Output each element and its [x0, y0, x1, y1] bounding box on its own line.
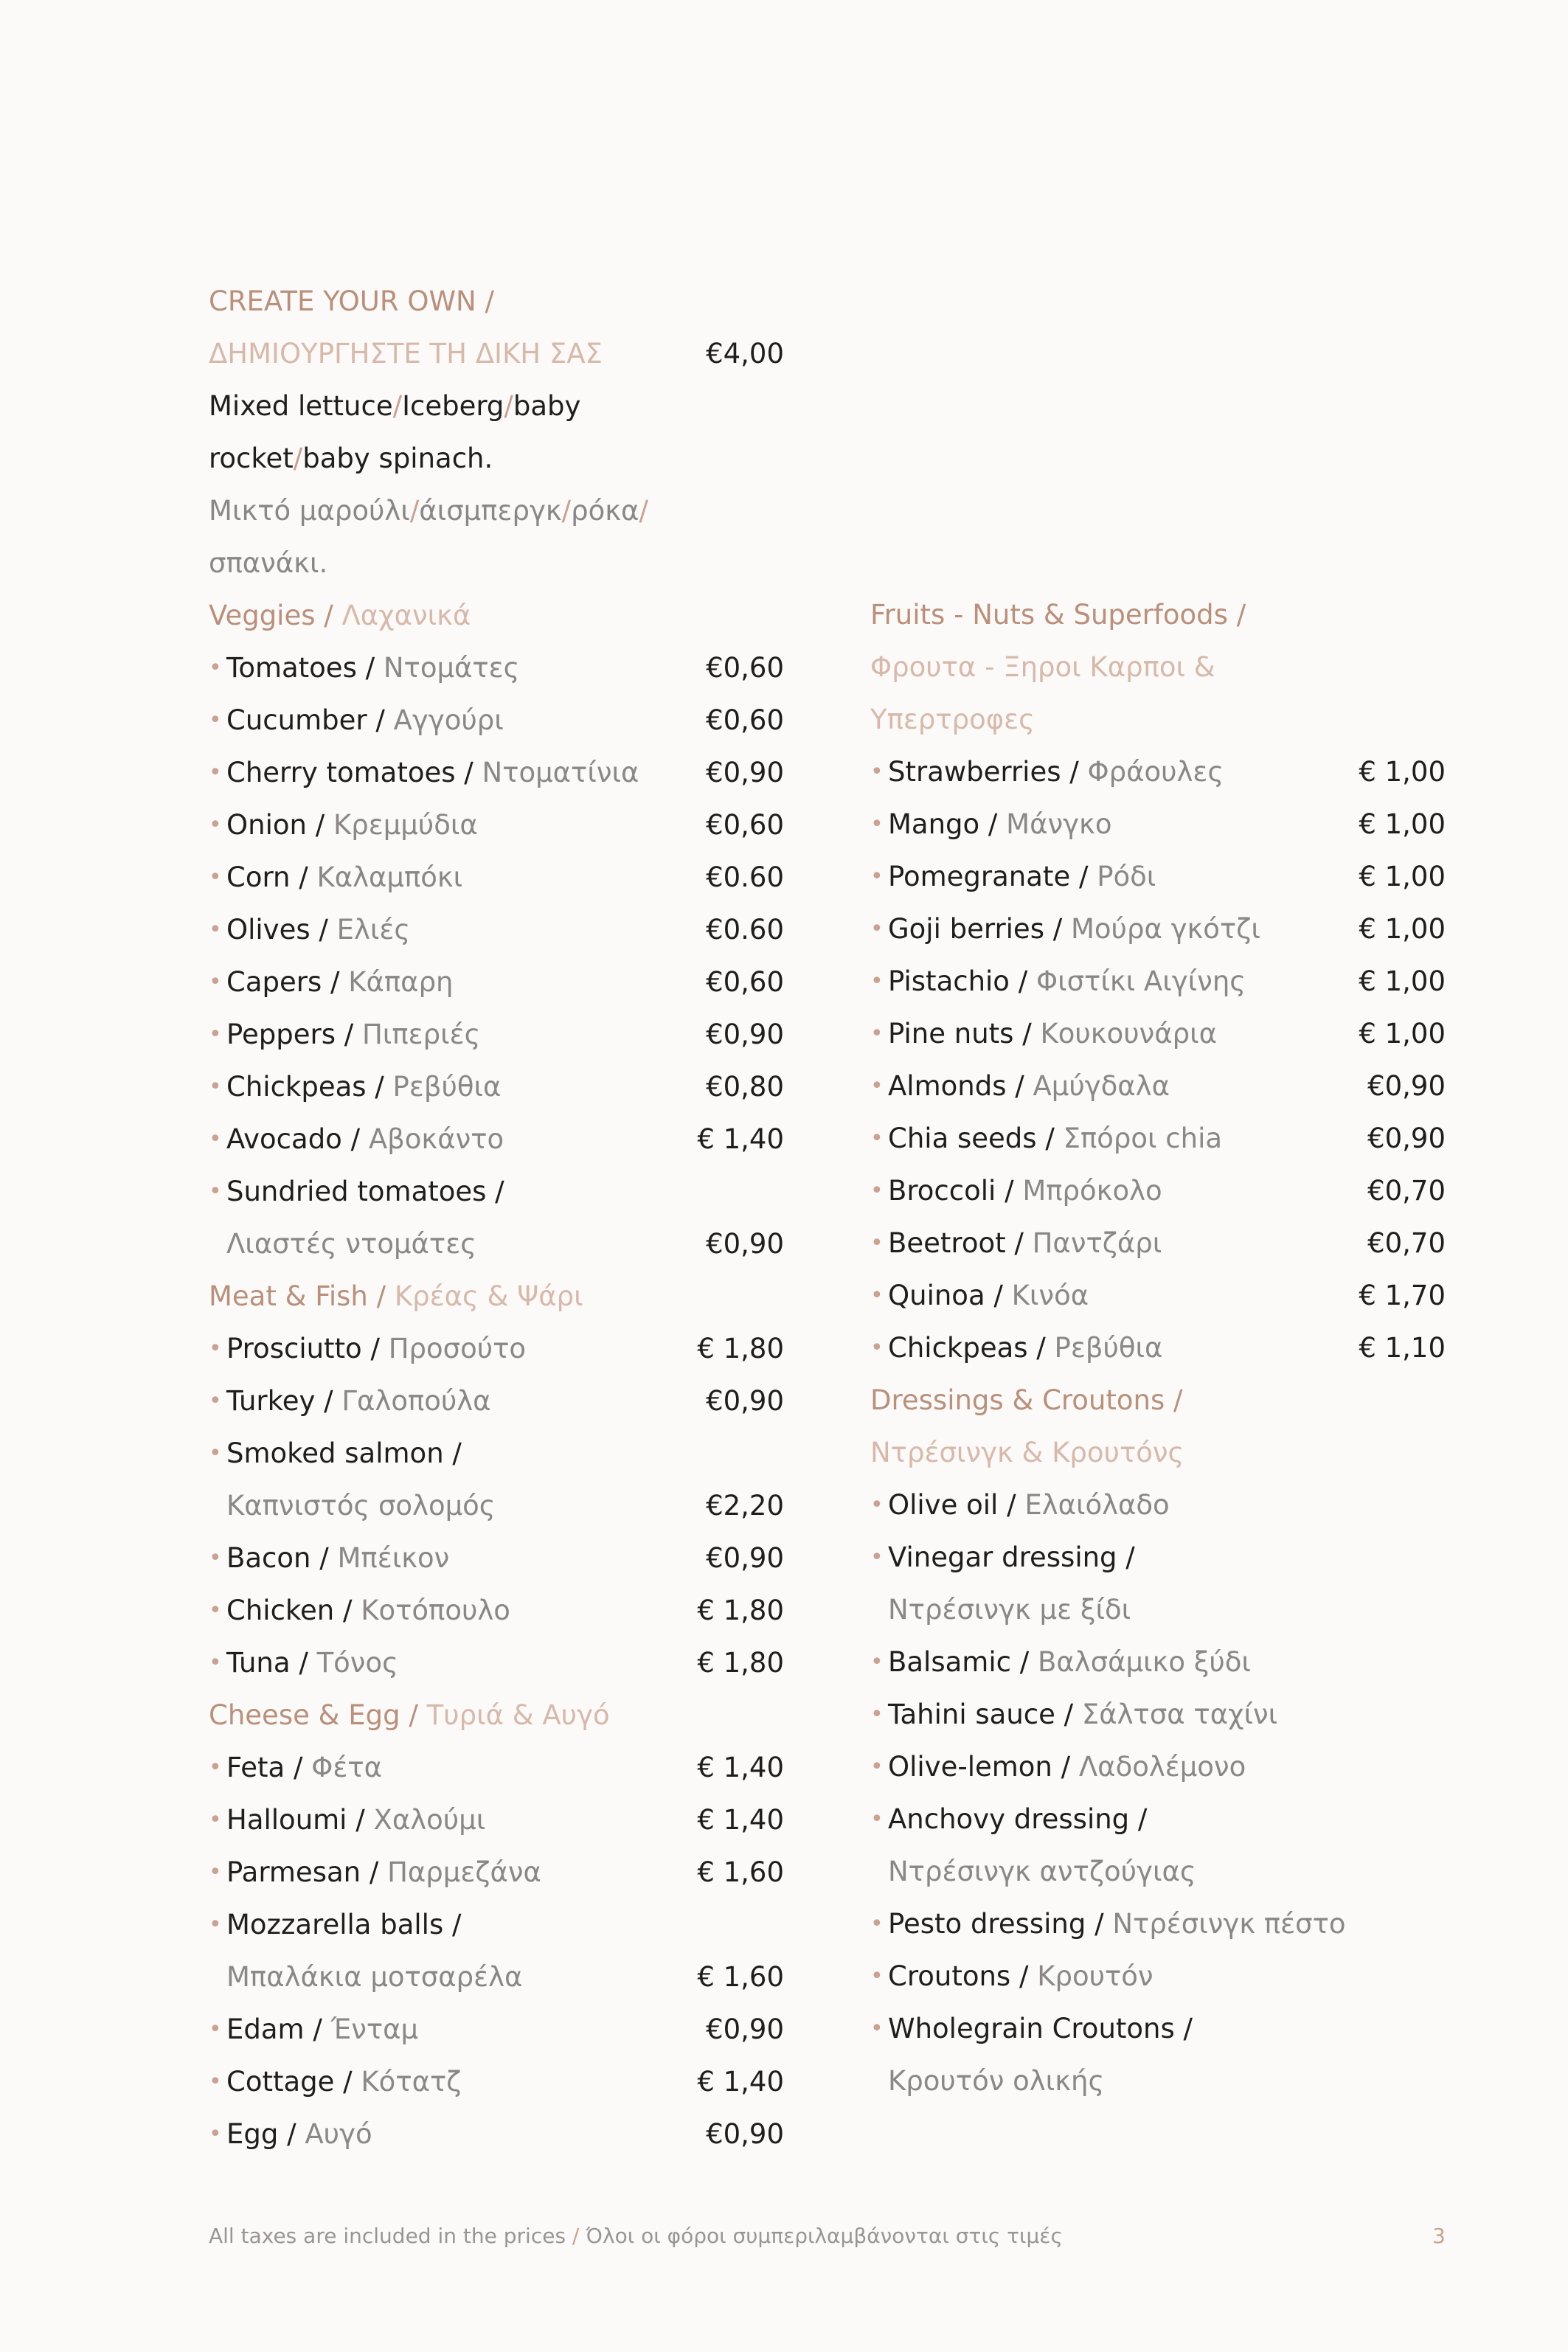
list-item: • Quinoa / Κινόα € 1,70	[870, 1269, 1446, 1322]
list-item: • Onion / Κρεμμύδια €0,60	[209, 799, 784, 851]
bullet-icon: •	[209, 969, 222, 995]
list-item: • Prosciutto / Προσούτο € 1,80	[209, 1322, 784, 1375]
bullet-icon: •	[209, 1074, 222, 1100]
list-item: • Edam / Ένταμ €0,90	[209, 2003, 784, 2056]
list-item-continuation: Μπαλάκια μοτσαρέλα € 1,60	[226, 1961, 784, 1993]
list-item: • Anchovy dressing /	[870, 1793, 1446, 1845]
bullet-icon: •	[870, 916, 884, 942]
list-item: • Almonds / Αμύγδαλα €0,90	[870, 1060, 1446, 1112]
meat-list	[209, 1532, 784, 1689]
bullet-icon: •	[209, 812, 222, 838]
list-item: • Croutons / Κρουτόν	[870, 1950, 1446, 2002]
create-title-line2: ΔΗΜΙΟΥΡΓΗΣΤΕ ΤΗ ΔΙΚΗ ΣΑΣ €4,00	[209, 327, 784, 380]
bullet-icon: •	[209, 1440, 222, 1466]
list-item: • Olive-lemon / Λαδολέμονο	[870, 1741, 1446, 1793]
bullet-icon: •	[870, 1073, 884, 1099]
list-item: • Strawberries / Φράουλες € 1,00	[870, 746, 1446, 798]
bullet-icon: •	[870, 1021, 884, 1047]
bullet-icon: •	[870, 1544, 884, 1570]
bullet-icon: •	[209, 1912, 222, 1938]
footer: All taxes are included in the prices / Όλοι οι φόροι συμπεριλαμβάνονται στις τιμές 3	[209, 2224, 1446, 2248]
list-item: • Egg / Αυγό €0,90	[209, 2108, 784, 2160]
list-item: • Mozzarella balls /	[209, 1898, 784, 1951]
bullet-icon: •	[870, 1963, 884, 1989]
bullet-icon: •	[209, 1859, 222, 1885]
cheese-title: Cheese & Egg / Τυριά & Αυγό	[209, 1699, 610, 1731]
list-item: • Tomatoes / Ντομάτες €0,60	[209, 642, 784, 694]
list-item: • Vinegar dressing /	[870, 1531, 1446, 1583]
bullet-icon: •	[209, 2016, 222, 2042]
list-item: • Feta / Φέτα € 1,40	[209, 1741, 784, 1794]
bullet-icon: •	[209, 1598, 222, 1623]
list-item: • Olive oil / Ελαιόλαδο	[870, 1479, 1446, 1531]
list-item: • Goji berries / Μούρα γκότζι € 1,00	[870, 903, 1446, 955]
right-column	[870, 589, 1446, 2107]
bullet-icon: •	[870, 968, 884, 994]
list-item: • Halloumi / Χαλούμι € 1,40	[209, 1794, 784, 1846]
list-item: • Pomegranate / Ρόδι € 1,00	[870, 850, 1446, 903]
create-desc-gr-2: σπανάκι.	[209, 547, 328, 579]
list-item: • Pistachio / Φιστίκι Αιγίνης € 1,00	[870, 955, 1446, 1007]
bullet-icon: •	[209, 864, 222, 890]
bullet-icon: •	[209, 1755, 222, 1780]
list-item: • Bacon / Μπέικον €0,90	[209, 1532, 784, 1584]
create-desc-en-2: rocket/baby spinach.	[209, 443, 493, 474]
list-item: • Balsamic / Βαλσάμικο ξύδι	[870, 1636, 1446, 1688]
bullet-icon: •	[870, 1125, 884, 1151]
bullet-icon: •	[209, 655, 222, 681]
bullet-icon: •	[870, 1806, 884, 1832]
list-item: • Chickpeas / Ρεβύθια € 1,10	[870, 1322, 1446, 1374]
list-item: • Chia seeds / Σπόροι chia €0,90	[870, 1112, 1446, 1165]
list-item-continuation: Κρουτόν ολικής	[888, 2065, 1105, 2097]
bullet-icon: •	[870, 2016, 884, 2041]
list-item: • Broccoli / Μπρόκολο €0,70	[870, 1165, 1446, 1217]
list-item: • Capers / Κάπαρη €0,60	[209, 956, 784, 1008]
bullet-icon: •	[209, 2121, 222, 2147]
bullet-icon: •	[209, 917, 222, 943]
bullet-icon: •	[870, 1230, 884, 1256]
veggies-list	[209, 642, 784, 1165]
list-item: • Turkey / Γαλοπούλα €0,90	[209, 1375, 784, 1427]
bullet-icon: •	[870, 1178, 884, 1204]
list-item: • Tahini sauce / Σάλτσα ταχίνι	[870, 1688, 1446, 1741]
list-item-continuation: Ντρέσινγκ αντζούγιας	[888, 1856, 1196, 1887]
page-number: 3	[1432, 2224, 1446, 2248]
fruits-title-line2: Φρουτα - Ξηροι Καρποι &	[870, 651, 1215, 683]
bullet-icon: •	[209, 1336, 222, 1361]
bullet-icon: •	[870, 811, 884, 837]
meat-title: Meat & Fish / Κρέας & Ψάρι	[209, 1280, 583, 1312]
list-item: • Parmesan / Παρμεζάνα € 1,60	[209, 1846, 784, 1898]
create-title-line1: CREATE YOUR OWN /	[209, 285, 494, 317]
list-item-continuation: Ντρέσινγκ με ξίδι	[888, 1594, 1131, 1626]
dressings-title-line1: Dressings & Croutons /	[870, 1384, 1183, 1416]
bullet-icon: •	[870, 1911, 884, 1937]
list-item: • Pesto dressing / Ντρέσινγκ πέστο	[870, 1898, 1446, 1950]
cheese-list	[209, 2003, 784, 2160]
create-price: €4,00	[706, 338, 784, 370]
cheese-list	[209, 1741, 784, 1898]
bullet-icon: •	[870, 1492, 884, 1518]
bullet-icon: •	[209, 760, 222, 785]
bullet-icon: •	[209, 1179, 222, 1204]
list-item: • Olives / Ελιές €0.60	[209, 903, 784, 956]
list-item-continuation: Καπνιστός σολομός €2,20	[226, 1490, 784, 1522]
bullet-icon: •	[870, 1754, 884, 1780]
list-item-continuation: Λιαστές ντομάτες €0,90	[226, 1228, 784, 1260]
fruits-list	[870, 746, 1446, 1374]
meat-list	[209, 1322, 784, 1427]
fruits-title-line3: Υπερτροφες	[870, 704, 1035, 735]
bullet-icon: •	[209, 707, 222, 733]
list-item: • Wholegrain Croutons /	[870, 2002, 1446, 2055]
list-item: • Sundried tomatoes /	[209, 1165, 784, 1218]
list-item: • Smoked salmon /	[209, 1427, 784, 1479]
list-item: • Cucumber / Αγγούρι €0,60	[209, 694, 784, 746]
list-item: • Pine nuts / Κουκουνάρια € 1,00	[870, 1007, 1446, 1060]
tax-note-en: All taxes are included in the prices	[209, 2224, 566, 2248]
bullet-icon: •	[870, 1701, 884, 1727]
list-item: • Beetroot / Παντζάρι €0,70	[870, 1217, 1446, 1269]
tax-note-gr: Όλοι οι φόροι συμπεριλαμβάνονται στις τιμές	[586, 2224, 1063, 2248]
bullet-icon: •	[870, 1335, 884, 1361]
bullet-icon: •	[209, 1545, 222, 1571]
dressings-title-line2: Ντρέσινγκ & Κρουτόνς	[870, 1437, 1184, 1468]
list-item: • Chicken / Κοτόπουλο € 1,80	[209, 1584, 784, 1637]
left-column	[209, 275, 784, 2160]
list-item: • Chickpeas / Ρεβύθια €0,80	[209, 1061, 784, 1113]
bullet-icon: •	[870, 1649, 884, 1675]
list-item: • Avocado / Αβοκάντο € 1,40	[209, 1113, 784, 1165]
veggies-title: Veggies / Λαχανικά	[209, 600, 471, 631]
create-desc-en-1: Mixed lettuce/Iceberg/baby	[209, 390, 581, 422]
list-item: • Tuna / Τόνος € 1,80	[209, 1637, 784, 1689]
fruits-title-line1: Fruits - Nuts & Superfoods /	[870, 599, 1246, 631]
bullet-icon: •	[870, 864, 884, 889]
bullet-icon: •	[209, 1021, 222, 1047]
create-desc-gr-1: Μικτό μαρούλι/άισμπεργκ/ρόκα/	[209, 495, 648, 527]
list-item: • Corn / Καλαμπόκι €0.60	[209, 851, 784, 903]
list-item: • Cottage / Κότατζ € 1,40	[209, 2056, 784, 2108]
bullet-icon: •	[209, 2069, 222, 2095]
bullet-icon: •	[209, 1388, 222, 1414]
list-item: • Cherry tomatoes / Ντοματίνια €0,90	[209, 746, 784, 799]
list-item: • Peppers / Πιπεριές €0,90	[209, 1008, 784, 1061]
bullet-icon: •	[209, 1126, 222, 1152]
bullet-icon: •	[209, 1650, 222, 1676]
bullet-icon: •	[870, 759, 884, 785]
bullet-icon: •	[209, 1807, 222, 1833]
list-item: • Mango / Μάνγκο € 1,00	[870, 798, 1446, 850]
bullet-icon: •	[870, 1283, 884, 1308]
